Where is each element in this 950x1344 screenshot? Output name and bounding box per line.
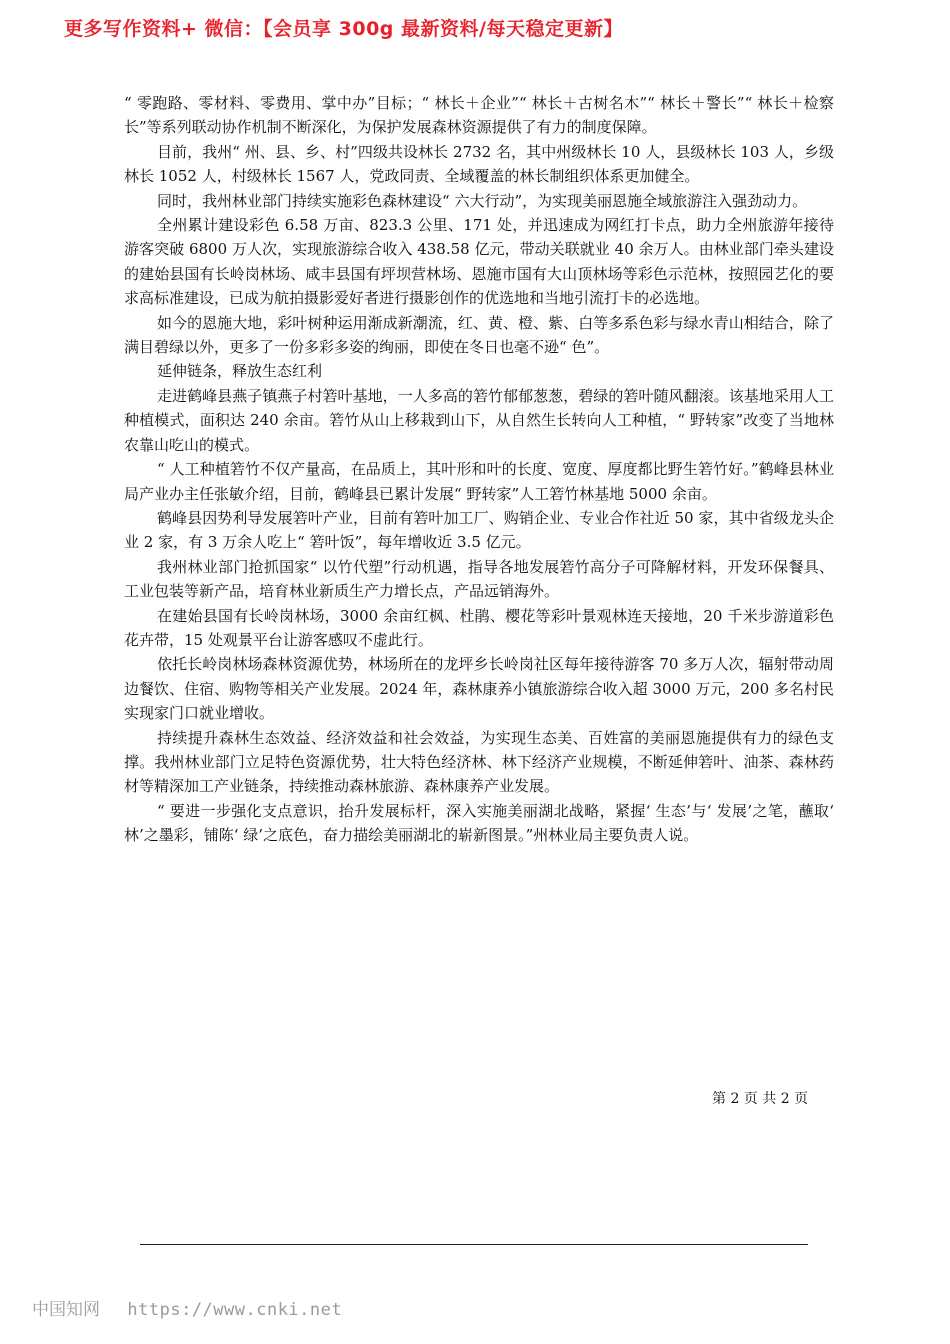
- article-paragraph: 我州林业部门抢抓国家“ 以竹代塑”行动机遇，指导各地发展箬竹高分子可降解材料，开发环保餐具、工业包装等新产品，培育林业新质生产力增长点，产品远销海外。: [124, 557, 834, 601]
- article-paragraph: 目前，我州“ 州、县、乡、村”四级共设林长 2732 名，其中州级林长 10 人，县级林长 103 人，乡级林长 1052 人，村级林长 1567 人，党政同责、全域覆盖的林长制组织体系更加健全。: [124, 142, 834, 186]
- article-paragraph: 如今的恩施大地，彩叶树种运用渐成新潮流，红、黄、橙、紫、白等多系色彩与绿水青山相结合，除了满目碧绿以外，更多了一份多彩多姿的绚丽，即使在冬日也毫不逊“ 色”。: [124, 313, 834, 357]
- section-subheading: 延伸链条，释放生态红利: [157, 362, 323, 381]
- article-paragraph: 鹤峰县因势利导发展箬叶产业，目前有箬叶加工厂、购销企业、专业合作社近 50 家，其中省级龙头企业 2 家，有 3 万余人吃上“ 箬叶饭”，每年增收近 3.5 亿元。: [124, 508, 834, 552]
- article-paragraph: 同时，我州林业部门持续实施彩色森林建设“ 六大行动”，为实现美丽恩施全域旅游注入强劲动力。: [157, 191, 808, 210]
- promo-banner: 更多写作资料+ 微信：【会员享 300g 最新资料/每天稳定更新】: [64, 18, 623, 40]
- article-paragraph: 走进鹤峰县燕子镇燕子村箬叶基地，一人多高的箬竹郁郁葱葱，碧绿的箬叶随风翻滚。该基地采用人工种植模式，面积达 240 余亩。箬竹从山上移栽到山下，从自然生长转向人工种植，“ 野转家”改变了当地林农靠山吃山的模式。: [124, 386, 834, 454]
- cnki-watermark: [32, 1295, 342, 1320]
- watermark-site-name: 中国知网: [32, 1300, 100, 1320]
- watermark-url: https://www.cnki.net: [127, 1300, 343, 1320]
- article-paragraph: “ 人工种植箬竹不仅产量高，在品质上，其叶形和叶的长度、宽度、厚度都比野生箬竹好。”鹤峰县林业局产业办主任张敏介绍，目前，鹤峰县已累计发展“ 野转家”人工箬竹林基地 5000 余亩。: [124, 460, 834, 503]
- article-body: [124, 91, 834, 848]
- page-number: 第 2 页 共 2 页: [712, 1091, 809, 1107]
- article-paragraph: 全州累计建设彩色 6.58 万亩、823.3 公里、171 处，并迅速成为网红打卡点，助力全州旅游年接待游客突破 6800 万人次，实现旅游综合收入 438.58 亿元，带动关联就业 40 余万人。由林业部门牵头建设的建始县国有长岭岗林场、咸丰县国有坪坝营林场、恩施市国有大山顶林场等彩色示范林，按照园艺化的要求高标准建设，已成为航拍摄影爱好者进行摄影创作的优选地和当地引流打卡的必选地。: [124, 216, 834, 308]
- article-paragraph: 在建始县国有长岭岗林场，3000 余亩红枫、杜鹃、樱花等彩叶景观林连天接地，20 千米步游道彩色花卉带，15 处观景平台让游客感叹不虚此行。: [124, 606, 834, 649]
- article-paragraph: “ 要进一步强化支点意识，抬升发展标杆，深入实施美丽湖北战略，紧握‘ 生态’与‘ 发展’之笔，蘸取‘ 林’之墨彩，铺陈‘ 绿’之底色，奋力描绘美丽湖北的崭新图景。”州林业局主要负责人说。: [124, 801, 834, 845]
- article-paragraph: 持续提升森林生态效益、经济效益和社会效益，为实现生态美、百姓富的美丽恩施提供有力的绿色支撑。我州林业部门立足特色资源优势，壮大特色经济林、林下经济产业规模，不断延伸箬叶、油茶、森林药材等精深加工产业链条，持续推动森林旅游、森林康养产业发展。: [124, 728, 834, 796]
- article-paragraph: “ 零跑路、零材料、零费用、掌中办”目标；“ 林长＋企业”“ 林长＋古树名木”“ 林长＋警长”“ 林长＋检察长”等系列联动协作机制不断深化，为保护发展森林资源提供了有力的制度保障。: [124, 94, 834, 137]
- article-paragraph: 依托长岭岗林场森林资源优势，林场所在的龙坪乡长岭岗社区每年接待游客 70 多万人次，辐射带动周边餐饮、住宿、购物等相关产业发展。2024 年，森林康养小镇旅游综合收入超 3000 万元，200 多名村民实现家门口就业增收。: [124, 655, 834, 723]
- footer-divider: [140, 1244, 808, 1245]
